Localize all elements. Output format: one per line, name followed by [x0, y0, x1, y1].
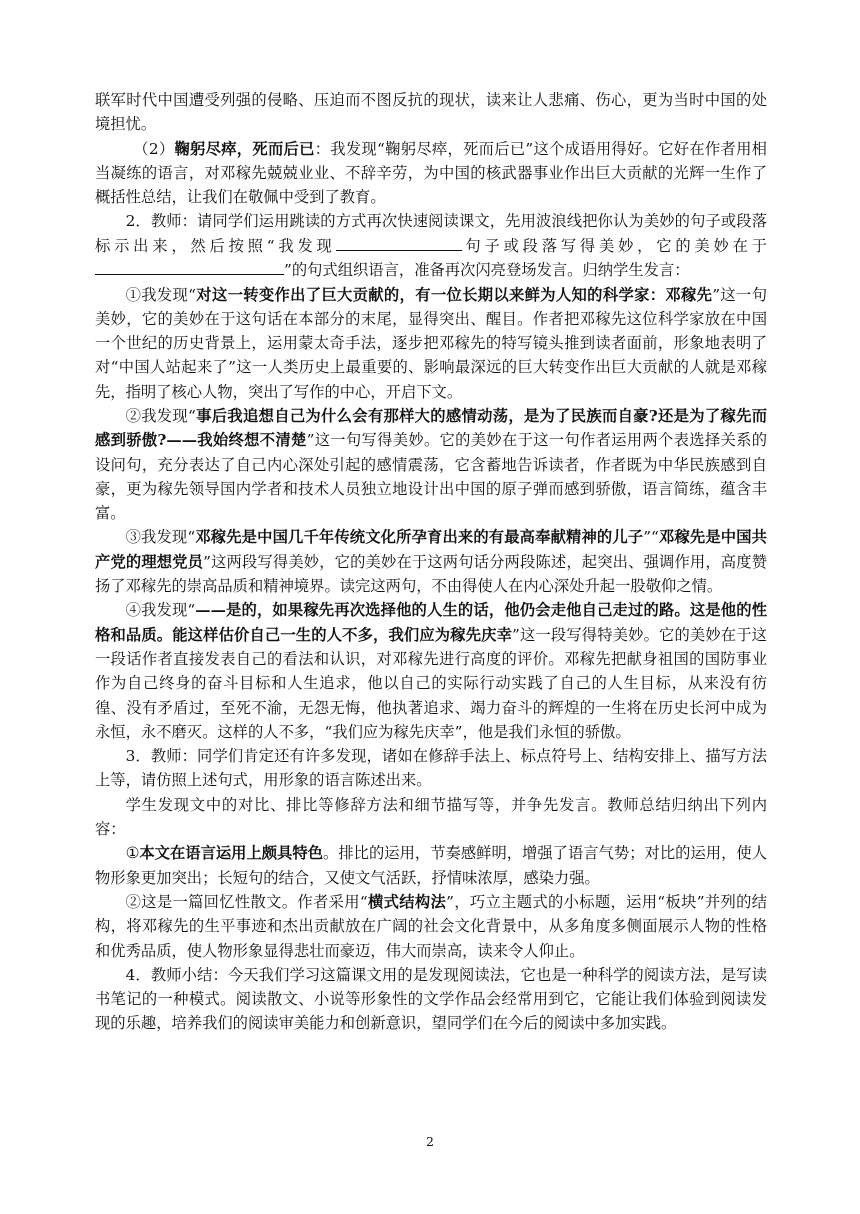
paragraph-step-3 — [95, 744, 767, 793]
paragraph-text: 联军时代中国遭受列强的侵略、压迫而不图反抗的现状，读来让人悲痛、伤心，更为当时中国的处境担忧。 — [95, 91, 767, 134]
paragraph-text: ”这两段写得美妙，它的美妙在于这两句话分两段陈述，起突出、强调作用，高度赞扬了邓稼先的崇高品质和精神境界。读完这两句，不由得使人在内心深处升起一股敬仰之情。 — [95, 552, 767, 596]
paragraph-step-4 — [95, 963, 767, 1036]
paragraph-text: 2．教师：请同学们运用跳读的方式再次快速阅读课文，先用波浪线把你认为美妙的句子或段落标示出来，然后按照“我发现 — [95, 212, 767, 255]
fill-in-blank — [336, 234, 462, 251]
summary-bold: 本文在语言运用上颇具特色 — [139, 844, 324, 863]
point-number: （2） — [133, 139, 175, 158]
page-number: 2 — [426, 1134, 434, 1149]
list-item-4 — [95, 598, 767, 744]
summary-bold: 横式结构法 — [367, 892, 447, 911]
quote-separator: ”“ — [643, 528, 659, 547]
item-prefix: ① — [125, 844, 140, 863]
paragraph-text: 4．教师小结：今天我们学习这篇课文用的是发现阅读法，它也是一种科学的阅读方法，是写读书笔记的一种模式。阅读散文、小说等形象性的文学作品会经常用到它，它能让我们体验到阅读发现的乐趣，培养我们的阅读审美能力和创新意识，望同学们在今后的阅读中多加实践。 — [95, 965, 767, 1033]
paragraph-text: ”这一句美妙，它的美妙在于这句话在本部分的末尾，显得突出、醒目。作者把邓稼先这位科学家放在中国一个世纪的历史背景上，运用蒙太奇手法，逐步把邓稼先的特写镜头推到读者面前，形象地表明了对“中国人站起来了”这一人类历史上最重要的、影响最深远的巨大转变作出巨大贡献的人就是邓稼先，指明了核心人物，突出了写作的中心，开启下文。 — [95, 285, 767, 401]
item-prefix: ②我发现“ — [125, 406, 196, 425]
paragraph-step-2 — [95, 209, 767, 282]
quoted-sentence-bold: 对这一转变作出了巨大贡献的，有一位长期以来鲜为人知的科学家：邓稼先 — [195, 285, 713, 304]
paragraph-point-2 — [95, 137, 767, 210]
paragraph-text: ”这一段写得特美妙。它的美妙在于这一段话作者直接发表自己的看法和认识，对邓稼先进行高度的评价。邓稼先把献身祖国的国防事业作为自己终身的奋斗目标和人生追求，他以自己的实际行动实践了自己的人生目标，从来没有彷徨、没有矛盾过，至死不渝，无怨无悔，他执著追求、竭力奋斗的辉煌的一生将在历史长河中成为永恒，永不磨灭。这样的人不多，“我们应为稼先庆幸”，他是我们永恒的骄傲。 — [95, 625, 767, 741]
quoted-sentence-bold: 事后我追想自己为什么会有那样大的感情动荡，是为了民族而自豪?还是为了稼先而感到骄傲?——我始终想不清楚 — [95, 406, 768, 450]
paragraph-text: 句子或段落写得美妙，它的美妙在于 — [461, 236, 767, 255]
quoted-sentence-bold: 邓稼先是中国共产党的理想党员 — [95, 528, 767, 571]
summary-item-2 — [95, 890, 767, 963]
item-prefix: ③我发现“ — [125, 528, 196, 547]
paragraph-text: 。排比的运用，节奏感鲜明，增强了语言气势；对比的运用，使人物形象更加突出；长短句的结合，又使文气活跃，抒情味浓厚，感染力强。 — [95, 844, 767, 887]
paragraph-text: ：我发现“鞠躬尽瘁，死而后已”这个成语用得好。它好在作者用相当凝练的语言，对邓稼先兢兢业业、不辞辛劳，为中国的核武器事业作出巨大贡献的光辉一生作了概括性总结，让我们在敬佩中受到了教育。 — [95, 139, 767, 207]
item-prefix: ②这是一篇回忆性散文。作者采用“ — [125, 892, 368, 911]
item-prefix: ①我发现“ — [125, 285, 196, 304]
list-item-3 — [95, 525, 767, 598]
quoted-sentence-bold: 邓稼先是中国几千年传统文化所孕育出来的有最高奉献精神的儿子 — [195, 528, 644, 547]
paragraph-continued — [95, 88, 767, 137]
quoted-sentence-bold: ——是的，如果稼先再次选择他的人生的话，他仍会走他自己走过的路。这是他的性格和品质。能这样估价自己一生的人不多，我们应为稼先庆幸 — [95, 601, 767, 644]
paragraph-students — [95, 793, 767, 842]
paragraph-text: 3．教师：同学们肯定还有许多发现，诸如在修辞手法上、标点符号上、结构安排上、描写方法上等，请仿照上述句式，用形象的语言陈述出来。 — [95, 747, 767, 790]
list-item-2 — [95, 404, 767, 525]
list-item-1 — [95, 283, 767, 404]
paragraph-text: ”，巧立主题式的小标题，运用“板块”并列的结构，将邓稼先的生平事迹和杰出贡献放在广阔的社会文化背景中，从多角度多侧面展示人物的性格和优秀品质，使人物形象显得悲壮而豪迈，伟大而崇高，读来令人仰止。 — [95, 892, 767, 960]
summary-item-1 — [95, 841, 767, 890]
item-prefix: ④我发现“ — [125, 601, 196, 620]
idiom-bold: 鞠躬尽瘁，死而后已 — [174, 139, 315, 158]
paragraph-text: ”的句式组织语言，准备再次闪亮登场发言。归纳学生发言： — [284, 261, 690, 280]
paragraph-text: ”这一句写得美妙。它的美妙在于这一句作者运用两个表选择关系的设问句，充分表达了自己内心深处引起的感情震荡，它含蓄地告诉读者，作者既为中华民族感到自豪，更为稼先领导国内学者和技术人员独立地设计出中国的原子弹而感到骄傲，语言简练，蕴含丰富。 — [95, 431, 768, 523]
document-body — [95, 88, 767, 1036]
fill-in-blank — [95, 258, 284, 275]
paragraph-text: 学生发现文中的对比、排比等修辞方法和细节描写等，并争先发言。教师总结归纳出下列内容： — [95, 795, 767, 839]
